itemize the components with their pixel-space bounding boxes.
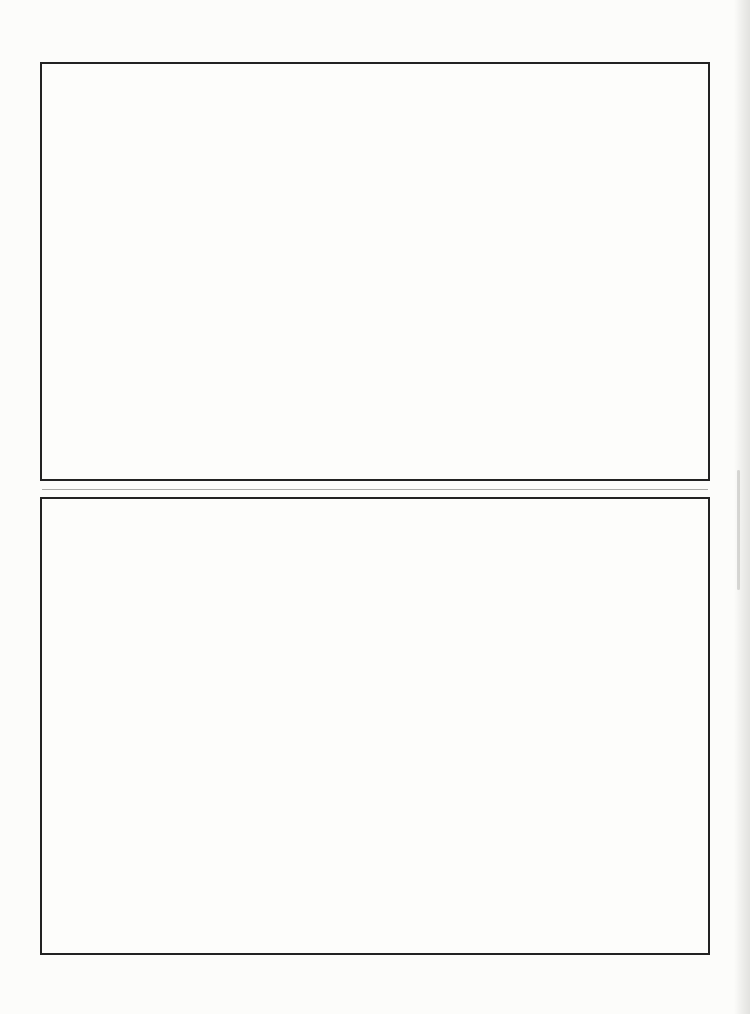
roster-table-bottom [40, 497, 710, 955]
roster-table-top [40, 62, 710, 481]
scan-stray-line [42, 489, 708, 490]
scan-spot-artifact [737, 470, 740, 590]
